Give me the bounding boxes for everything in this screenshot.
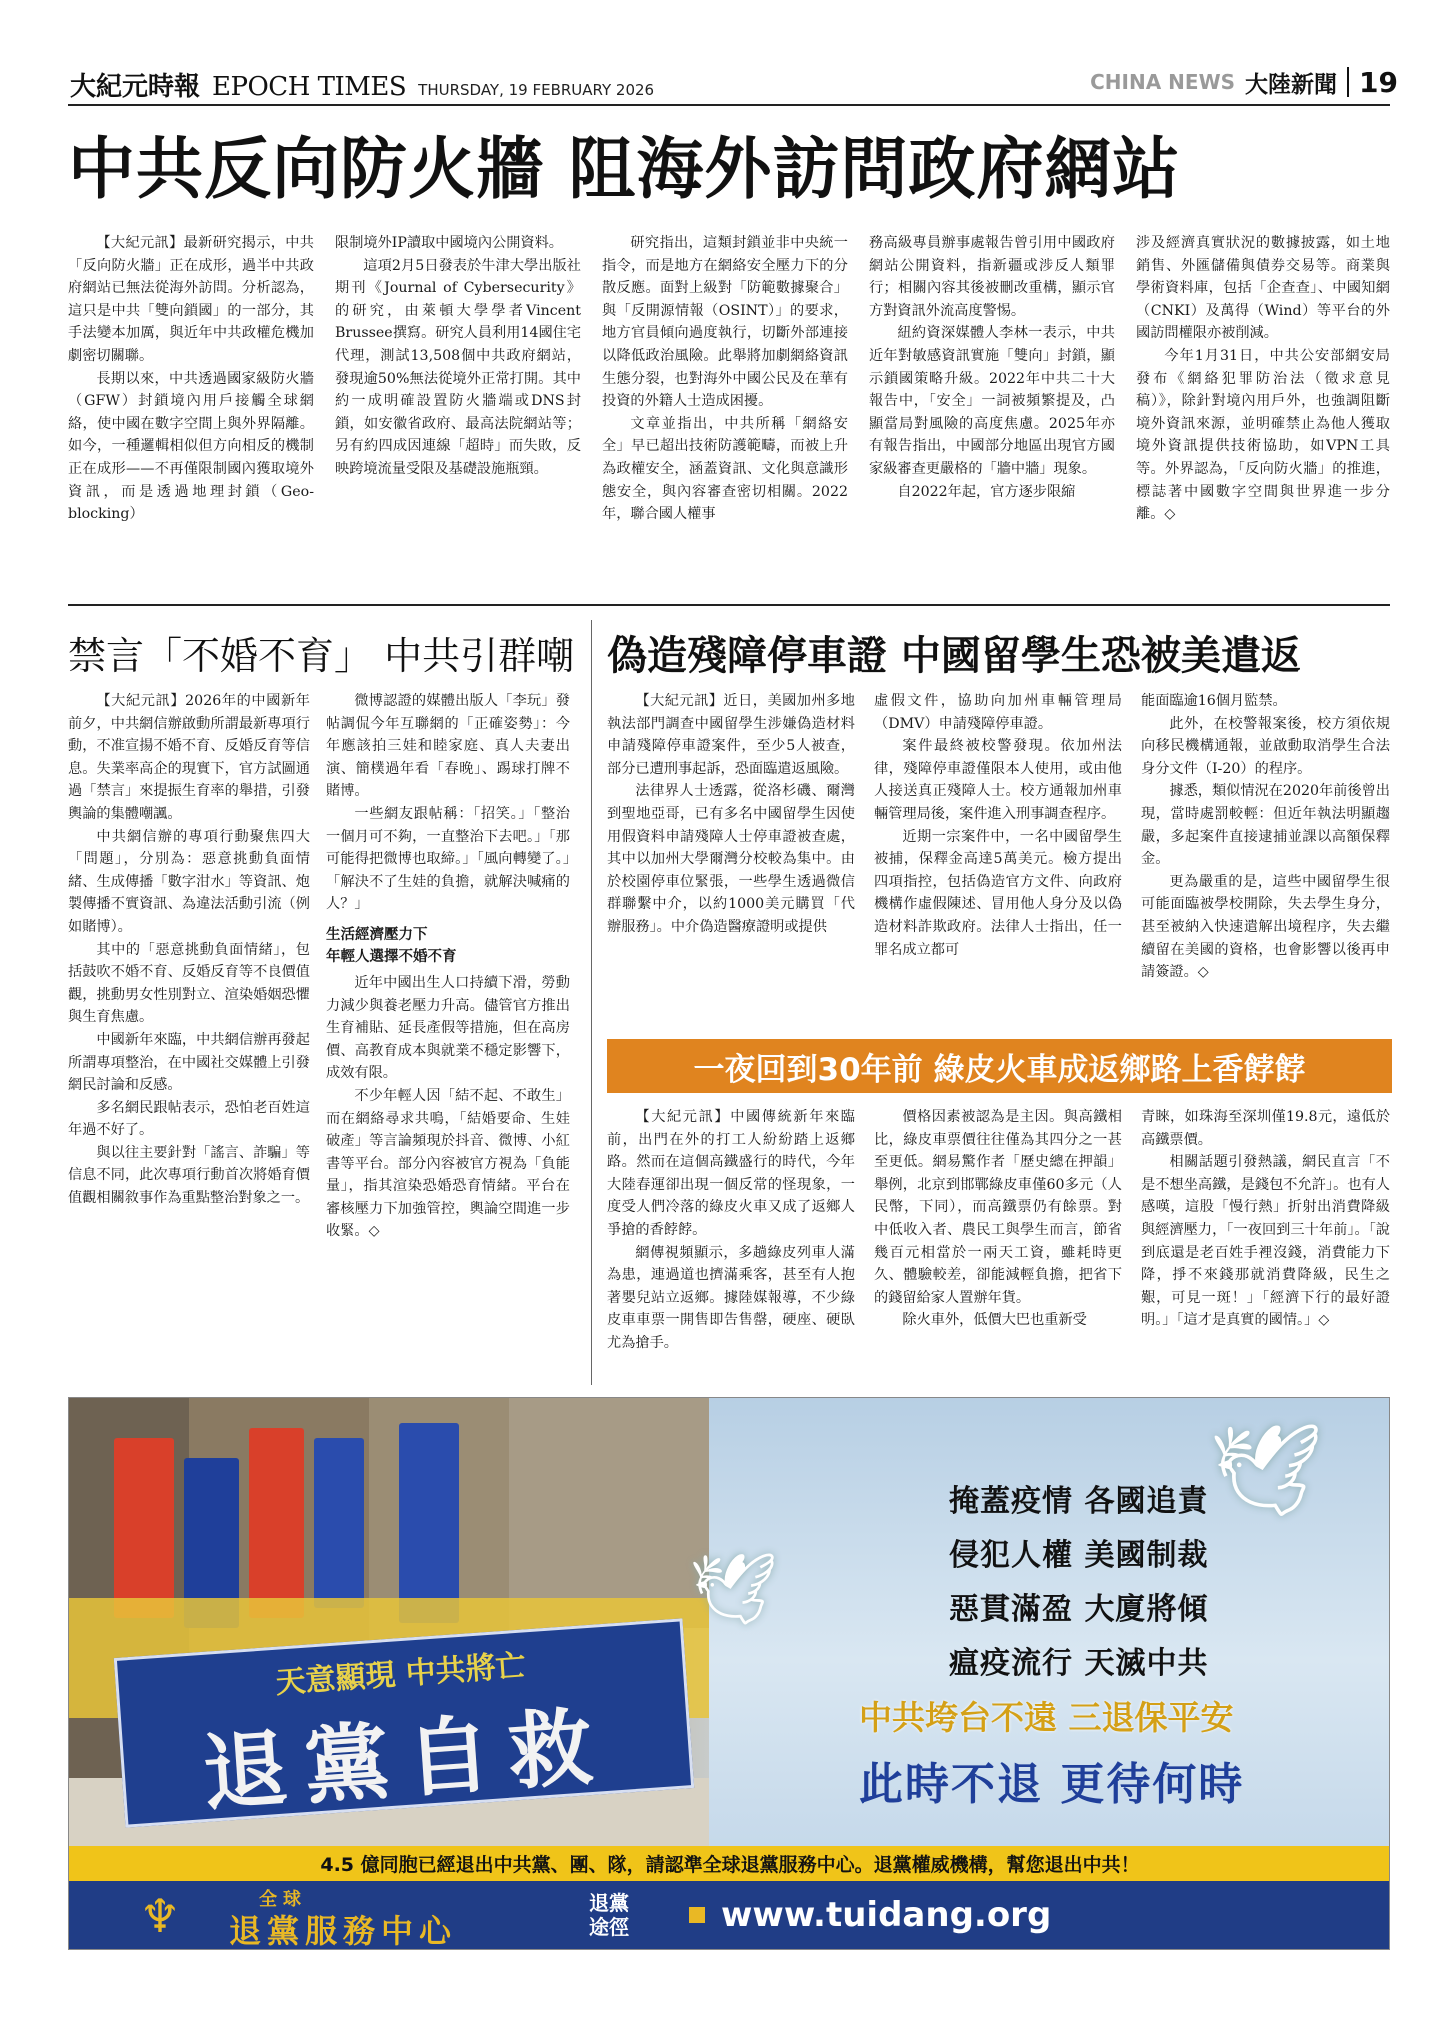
paragraph: 今年1月31日，中共公安部網安局發布《網絡犯罪防治法（徵求意見稿）》，除針對境內用戶外，也強調阻斷境外資訊來源，並明確禁止為他人獲取境外資訊提供技術協助，如VPN工具等。外界認為，「反向防火牆」的推進，標誌著中國數字空間與世界進一步分離。◇ [1136, 347, 1390, 523]
paragraph: 更為嚴重的是，這些中國留學生很可能面臨被學校開除，失去學生身分，甚至被納入快速遣解出境程序，失去繼續留在美國的資格，也會影響以後再申請簽證。◇ [1141, 873, 1390, 981]
tuidang-label: 退黨途徑 [589, 1891, 629, 1939]
banner-big-text: 退黨自救 [199, 1696, 614, 1824]
ad-line: 惡貫滿盈 大廈將傾 [949, 1592, 1209, 1627]
paper-name-cn: 大紀元時報 [70, 72, 201, 102]
ad-line: 侵犯人權 美國制裁 [949, 1538, 1209, 1573]
paragraph: 能面臨逾16個月監禁。 [1141, 693, 1287, 709]
article-1-col-1 [68, 232, 314, 587]
article-1-col-2 [335, 232, 581, 587]
paragraph: 【大紀元訊】近日，美國加州多地執法部門調查中國留學生涉嫌偽造材料申請殘障停車證案件，至少5人被查，部分已遭刑事起訴，恐面臨遣返風險。 [607, 693, 855, 777]
paragraph: 【大紀元訊】最新研究揭示，中共「反向防火牆」正在成形，過半中共政府網站已無法從海外訪問。分析認為，這只是中共「雙向鎖國」的一部分，其手法變本加厲，與近年中共政權危機加劇密切關聯。 [68, 235, 314, 364]
paragraph: 長期以來，中共透過國家級防火牆（GFW）封鎖境內用戶接觸全球網絡，使中國在數字空間上與外界隔離。如今，一種邏輯相似但方向相反的機制正在成形——不再僅限制國內獲取境外資訊，而是透過地理封鎖（Geo-blocking） [68, 370, 314, 523]
article-1-headline: 中共反向防火牆 阻海外訪問政府網站 [68, 130, 1181, 208]
section-name-en: CHINA NEWS [1090, 70, 1236, 94]
article-3-col-3 [1141, 690, 1390, 1025]
header-rule [68, 104, 1390, 106]
paragraph: 務高級專員辦事處報告曾引用中國政府網站公開資料，指新疆或涉反人類罪行；相關內容其後被刪改重構，顯示官方對資訊外流高度警惕。 [869, 235, 1115, 319]
paragraph: 這項2月5日發表於牛津大學出版社期刊《Journal of Cybersecurity》的研究，由萊頓大學學者Vincent Brussee撰寫。研究人員利用14國住宅代理，測試13,508個中共政府網站，發現逾50%無法從境外正常打開。其中約一成明確設置防火牆端或DNS封鎖，如安徽省政府、最高法院網站等；另有約四成因連線「超時」而失敗，反映跨境流量受限及基礎設施瓶頸。 [335, 257, 581, 477]
phoenix-logo-icon: ♆ [139, 1889, 181, 1943]
paragraph: 近年中國出生人口持續下滑，勞動力減少與養老壓力升高。儘管官方推出生育補貼、延長產假等措施，但在高房價、高教育成本與就業不穩定影響下，成效有限。 [326, 974, 570, 1082]
tuidang-advertisement [68, 1397, 1390, 1950]
ad-slogan-main: 此時不退 更待何時 [859, 1759, 1245, 1810]
ad-line: 掩蓋疫情 各國追責 [949, 1484, 1209, 1519]
paragraph: 自2022年起，官方逐步限縮 [897, 483, 1076, 500]
article-4-headline: 一夜回到30年前 綠皮火車成返鄉路上香餑餑 [607, 1039, 1392, 1093]
paragraph: 紐約資深媒體人李林一表示，中共近年對敏感資訊實施「雙向」封鎖，顯示鎖國策略升級。2022年中共二十大報告中，「安全」一詞被頻繁提及，凸顯當局對風險的高度焦慮。2025年亦有報告指出，中國部分地區出現官方國家級審查更嚴格的「牆中牆」現象。 [869, 325, 1115, 477]
ad-slogan: 中共垮台不遠 三退保平安 [859, 1698, 1234, 1737]
dove-icon: 🕊 [689, 1548, 778, 1630]
paragraph: 除火車外，低價大巴也重新受 [902, 1312, 1087, 1329]
paragraph: 不少年輕人因「結不起、不敢生」而在網絡尋求共鳴，「結婚要命、生娃破產」等言論頻現於抖音、微博、小紅書等平台。部分內容被官方視為「負能量」，指其渲染恐婚恐育情緒。平台在審核壓力下加強管控，輿論空間進一步收緊。◇ [326, 1087, 570, 1240]
paragraph: 其中的「惡意挑動負面情緒」，包括鼓吹不婚不育、反婚反育等不良價值觀，挑動男女性別對立、渲染婚姻恐懼與生育焦慮。 [68, 941, 310, 1026]
paragraph: 涉及經濟真實狀況的數據披露，如土地銷售、外匯儲備與債券交易等。商業與學術資料庫，包括「企查查」、中國知網（CNKI）及萬得（Wind）等平台的外國訪問權限亦被削減。 [1136, 235, 1390, 342]
column-divider [591, 620, 592, 1385]
paper-name-en: EPOCH TIMES [212, 72, 407, 102]
article-4-col-2 [874, 1106, 1122, 1386]
paragraph: 多名網民跟帖表示，恐怕老百姓這年過不好了。 [68, 1099, 310, 1139]
paragraph: 近期一宗案件中，一名中國留學生被捕，保釋金高達5萬美元。檢方提出四項指控，包括偽造官方文件、向政府機構作虛假陳述、冒用他人身分及以偽造材料詐欺政府。法律人士指出，任一罪名成立都可 [874, 828, 1122, 958]
paragraph: 微博認證的媒體出版人「李玩」發帖調侃今年互聯網的「正確姿勢」：今年應該拍三娃和睦家庭、真人夫妻出演、簡樸過年看「春晚」、踢球打牌不賭博。 [326, 693, 570, 800]
paragraph: 【大紀元訊】2026年的中國新年前夕，中共網信辦啟動所謂最新專項行動，不准宣揚不婚不育、反婚反育等信息。失業率高企的現實下，官方試圖通過「禁言」來提振生育率的舉措，引發輿論的集體嘲諷。 [68, 693, 310, 822]
article-1-col-3 [602, 232, 848, 587]
section-rule [68, 604, 1390, 606]
masthead [70, 66, 654, 102]
paragraph: 與以往主要針對「謠言、詐騙」等信息不同，此次專項行動首次將婚育價值觀相關敘事作為重點整治對象之一。 [68, 1144, 310, 1207]
paragraph: 價格因素被認為是主因。與高鐵相比，綠皮車票價往往僅為其四分之一甚至更低。網易驚作者「歷史總在押韻」舉例，北京到邯鄲綠皮車僅60多元（人民幣，下同），而高鐵票仍有餘票。對中低收入者、農民工與學生而言，節省幾百元相當於一兩天工資，雖耗時更久、體驗較差，卻能減輕負擔，把省下的錢留給家人置辦年貨。 [874, 1109, 1122, 1306]
ad-footer [69, 1881, 1390, 1950]
divider [1347, 67, 1349, 97]
article-2-headline: 禁言「不婚不育」 中共引群嘲 [68, 634, 575, 678]
ad-website[interactable] [689, 1895, 1051, 1935]
article-1-col-4 [869, 232, 1115, 587]
dove-icon: 🕊 [1209, 1418, 1324, 1523]
section-name-cn: 大陸新聞 [1245, 71, 1338, 98]
paragraph: 文章並指出，中共所稱「網絡安全」早已超出技術防護範疇，而被上升為政權安全，涵蓋資訊、文化與意識形態安全，與內容審查密切相關。2022年，聯合國人權事 [602, 415, 848, 523]
paragraph: 相關話題引發熱議，網民直言「不是不想坐高鐵，是錢包不允許」。也有人感嘆，這股「慢行熱」折射出消費降級與經濟壓力，「一夜回到三十年前」。「說到底還是老百姓手裡沒錢，消費能力下降，掙不來錢那就消費降級，民生之艱，可見一斑！」「經濟下行的最好證明。」「這才是真實的國情。」◇ [1141, 1154, 1390, 1329]
article-4-col-1 [607, 1106, 855, 1386]
paragraph: 中共網信辦的專項行動聚焦四大「問題」，分別為：惡意挑動負面情緒、生成傳播「數字泔水」等資訊、炮製傳播不實資訊、為違法活動引流（例如賭博）。 [68, 828, 310, 935]
ad-line: 瘟疫流行 天滅中共 [949, 1646, 1209, 1681]
paragraph: 青睞，如珠海至深圳僅19.8元，遠低於高鐵票價。 [1141, 1109, 1390, 1148]
subheading: 生活經濟壓力下 年輕人選擇不婚不育 [326, 926, 457, 965]
url-text[interactable]: www.tuidang.org [721, 1895, 1052, 1935]
paragraph: 限制境外IP讀取中國境內公開資料。 [335, 235, 563, 251]
paragraph: 此外，在校警報案後，校方須依規向移民機構通報，並啟動取消學生合法身分文件（I-20）的程序。 [1141, 715, 1390, 777]
brand-small: 全球 [259, 1889, 307, 1910]
paragraph: 案件最終被校警發現。依加州法律，殘障停車證僅限本人使用，或由他人接送真正殘障人士。校方通報加州車輛管理局後，案件進入刑事調查程序。 [874, 738, 1122, 822]
paragraph: 【大紀元訊】中國傳統新年來臨前，出門在外的打工人紛紛踏上返鄉路。然而在這個高鐵盛行的時代，今年大陸春運卻出現一個反常的怪現象，一度受人們冷落的綠皮火車又成了返鄉人爭搶的香餑餑。 [607, 1109, 855, 1238]
article-2-col-1 [68, 690, 310, 1380]
paragraph: 虛假文件，協助向加州車輛管理局（DMV）申請殘障停車證。 [874, 693, 1122, 732]
page-number: 19 [1359, 65, 1398, 99]
article-2-col-2 [326, 690, 570, 1380]
article-3-col-2 [874, 690, 1122, 1025]
brand-name: 退黨服務中心 [229, 1912, 458, 1950]
article-3-headline: 偽造殘障停車證 中國留學生恐被美遣返 [607, 633, 1301, 679]
bullet-icon [689, 1907, 705, 1923]
paragraph: 法律界人士透露，從洛杉磯、爾灣到聖地亞哥，已有多名中國留學生因使用假資料申請殘障人士停車證被查處，其中以加州大學爾灣分校較為集中。由於校園停車位緊張，一些學生透過微信群聯繫中介，以約1000美元購買「代辦服務」。中介偽造醫療證明或提供 [607, 783, 855, 935]
ad-notice: 4.5 億同胞已經退出中共黨、團、隊，請認準全球退黨服務中心。退黨權威機構，幫您退出中共！ [69, 1846, 1390, 1881]
paragraph: 據悉，類似情況在2020年前後曾出現，當時處罰較輕：但近年執法明顯趨嚴，多起案件直接逮捕並課以高額保釋金。 [1141, 783, 1390, 868]
article-4-col-3 [1141, 1106, 1390, 1386]
article-3-col-1 [607, 690, 855, 1025]
section-header [1090, 62, 1398, 102]
banner-small-text: 天意顯現 中共將亡 [274, 1648, 527, 1701]
issue-date: THURSDAY, 19 FEBRUARY 2026 [418, 81, 655, 99]
paragraph: 研究指出，這類封鎖並非中央統一指令，而是地方在網絡安全壓力下的分散反應。面對上級對「防範數據聚合」與「反開源情報（OSINT）」的要求，地方官員傾向過度執行，切斷外部連接以降低政治風險。此舉將加劇網絡資訊生態分裂，也對海外中國公民及在華有投資的外籍人士造成困擾。 [602, 235, 848, 410]
article-1-col-5 [1136, 232, 1390, 587]
paragraph: 網傳視頻顯示，多趟綠皮列車人滿為患，連過道也擠滿乘客，甚至有人抱著嬰兒站立返鄉。據陸媒報導，不少綠皮車車票一開售即告售罄，硬座、硬臥尤為搶手。 [607, 1244, 855, 1351]
paragraph: 中國新年來臨，中共網信辦再發起所謂專項整治，在中國社交媒體上引發網民討論和反感。 [68, 1031, 310, 1094]
paragraph: 一些網友跟帖稱：「招笑。」「整治一個月可不夠，一直整治下去吧。」「那可能得把微博也取締。」「風向轉變了。」「解決不了生娃的負擔，就解決喊痛的人？」 [326, 805, 570, 913]
